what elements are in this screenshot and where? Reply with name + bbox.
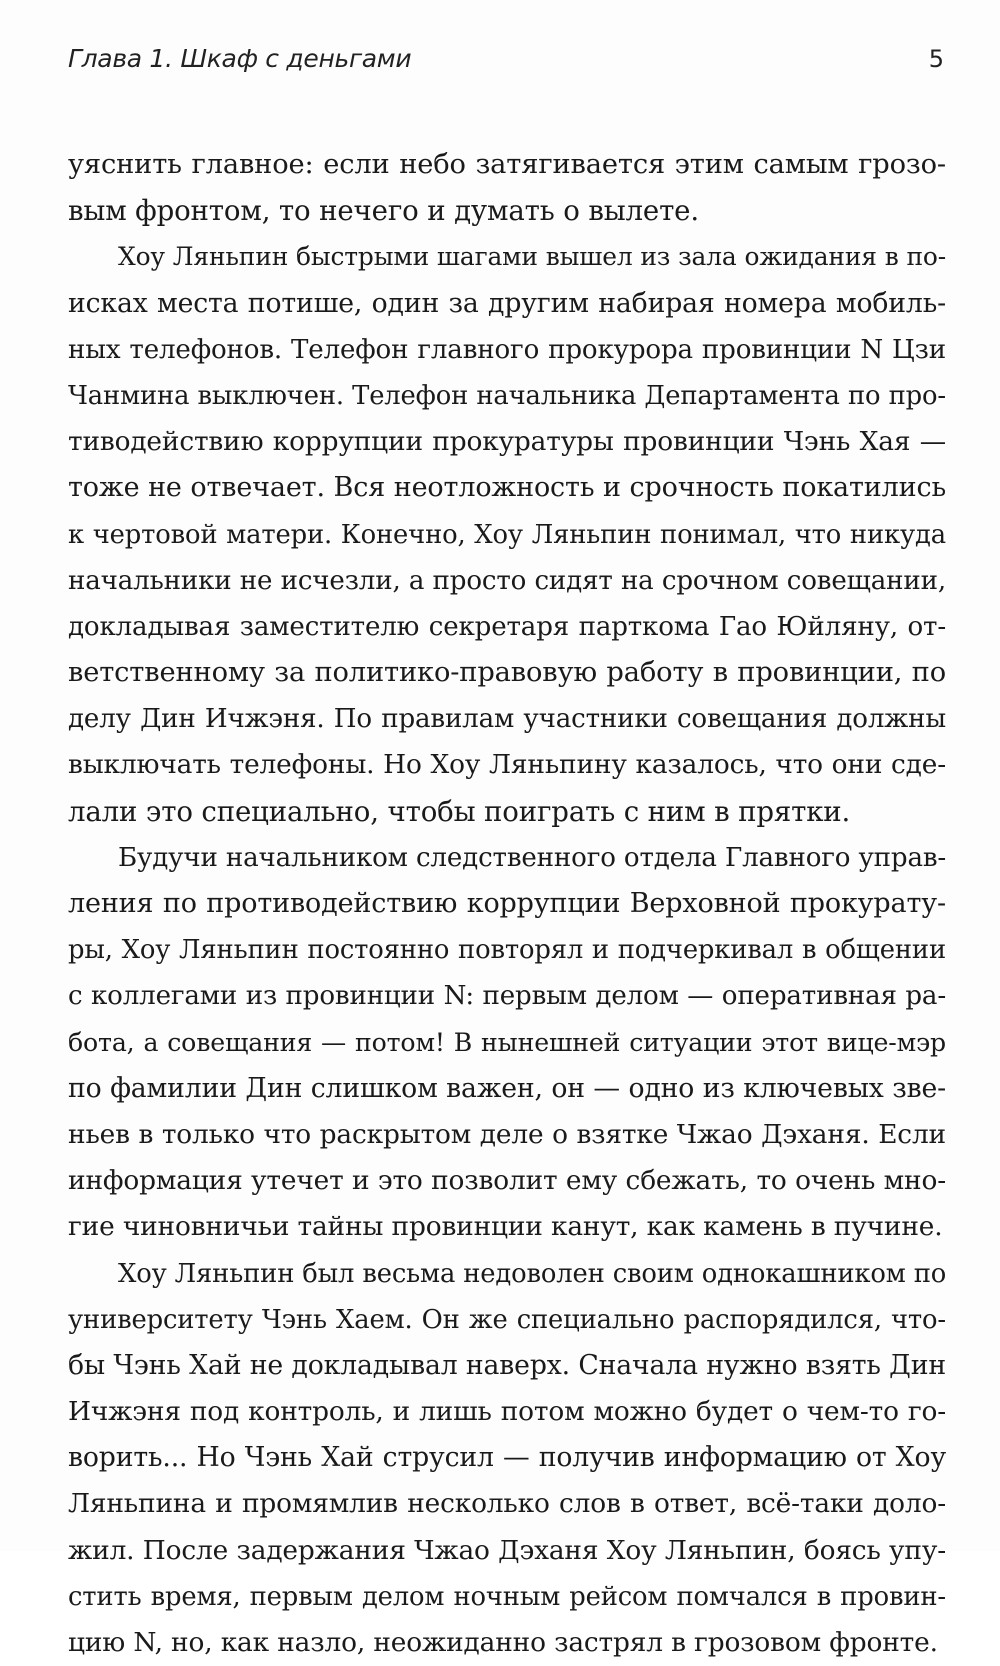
running-head: Глава 1. Шкаф с деньгами [68, 44, 411, 73]
paragraph [68, 142, 946, 234]
text-line: ньев в только что раскрытом деле о взятке Чжао Дэханя. Если [68, 1112, 946, 1158]
text-line: Чанмина выключен. Телефон начальника Департамента по про- [68, 373, 946, 419]
text-line: докладывая заместителю секретаря парткома Гао Юйляну, от- [68, 604, 946, 650]
text-line: лали это специально, чтобы поиграть с ним в прятки. [68, 789, 946, 835]
text-line: с коллегами из провинции N: первым делом — оперативная ра- [68, 973, 946, 1019]
text-line: ных телефонов. Телефон главного прокурора провинции N Цзи [68, 327, 946, 373]
text-line: тиводействию коррупции прокуратуры провинции Чэнь Хая — [68, 419, 946, 465]
text-line: жил. После задержания Чжао Дэханя Хоу Ляньпин, боясь упу- [68, 1528, 946, 1574]
text-line: цию N, но, как назло, неожиданно застрял в грозовом фронте. [68, 1620, 946, 1666]
text-line: уяснить главное: если небо затягивается этим самым грозо- [68, 142, 946, 188]
page-header [68, 44, 944, 80]
text-line: ления по противодействию коррупции Верховной прокурату- [68, 881, 946, 927]
body-text [68, 142, 946, 1666]
text-line: гие чиновничьи тайны провинции канут, как камень в пучине. [68, 1204, 946, 1250]
text-line: Ляньпина и промямлив несколько слов в ответ, всё-таки доло- [68, 1481, 946, 1527]
text-line: Будучи начальником следственного отдела Главного управ- [68, 835, 946, 881]
text-line: Ичжэня под контроль, и лишь потом можно будет о чем-то го- [68, 1389, 946, 1435]
page-number: 5 [929, 45, 944, 73]
text-line: выключать телефоны. Но Хоу Ляньпину казалось, что они сде- [68, 742, 946, 788]
paragraph [68, 1251, 946, 1666]
text-line: бота, а совещания — потом! В нынешней ситуации этот вице-мэр [68, 1020, 946, 1066]
text-line: Хоу Ляньпин был весьма недоволен своим однокашником по [68, 1251, 946, 1297]
text-line: бы Чэнь Хай не докладывал наверх. Сначала нужно взять Дин [68, 1343, 946, 1389]
paragraph [68, 835, 946, 1251]
text-line: по фамилии Дин слишком важен, он — одно из ключевых зве- [68, 1066, 946, 1112]
text-line: тоже не отвечает. Вся неотложность и срочность покатились [68, 465, 946, 511]
text-line: исках места потише, один за другим набирая номера мобиль- [68, 281, 946, 327]
paragraph [68, 234, 946, 834]
text-line: ры, Хоу Ляньпин постоянно повторял и подчеркивал в общении [68, 927, 946, 973]
text-line: ветственному за политико-правовую работу в провинции, по [68, 650, 946, 696]
text-line: Хоу Ляньпин быстрыми шагами вышел из зала ожидания в по- [68, 234, 946, 280]
text-line: делу Дин Ичжэня. По правилам участники совещания должны [68, 696, 946, 742]
text-line: вым фронтом, то нечего и думать о вылете. [68, 188, 946, 234]
text-line: начальники не исчезли, а просто сидят на срочном совещании, [68, 558, 946, 604]
text-line: университету Чэнь Хаем. Он же специально распорядился, что- [68, 1297, 946, 1343]
text-line: ворить... Но Чэнь Хай струсил — получив информацию от Хоу [68, 1435, 946, 1481]
text-line: к чертовой матери. Конечно, Хоу Ляньпин понимал, что никуда [68, 512, 946, 558]
text-line: информация утечет и это позволит ему сбежать, то очень мно- [68, 1158, 946, 1204]
text-line: стить время, первым делом ночным рейсом помчался в провин- [68, 1574, 946, 1620]
